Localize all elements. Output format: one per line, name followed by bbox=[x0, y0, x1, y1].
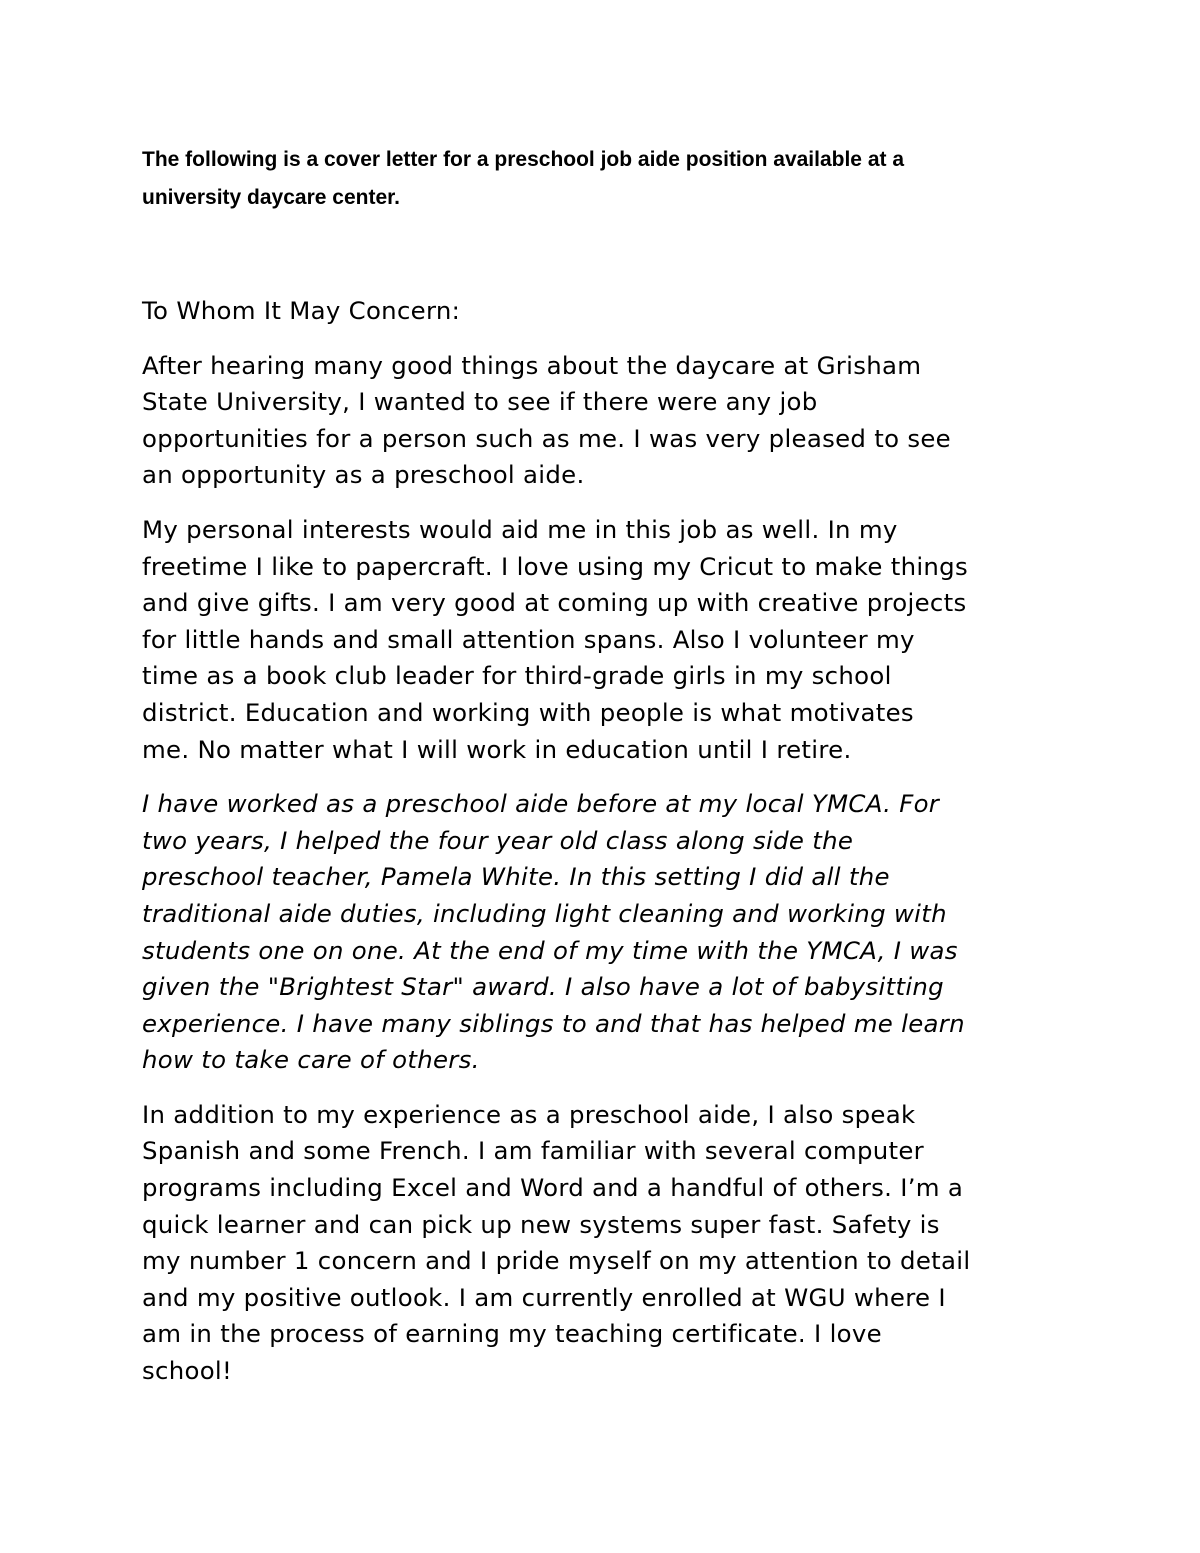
paragraph-line: and give gifts. I am very good at coming up with creative projects bbox=[142, 588, 967, 618]
paragraph-line: two years, I helped the four year old class along side the bbox=[142, 825, 854, 855]
paragraph-line: State University, I wanted to see if there were any job bbox=[142, 387, 818, 417]
paragraph-work-experience bbox=[142, 786, 1060, 1079]
paragraph-line: an opportunity as a preschool aide. bbox=[142, 460, 585, 490]
cover-letter-body bbox=[142, 293, 1060, 1408]
paragraph-line: programs including Excel and Word and a handful of others. I’m a bbox=[142, 1173, 964, 1203]
paragraph-line: My personal interests would aid me in this job as well. In my bbox=[142, 514, 898, 544]
paragraph-line: preschool teacher, Pamela White. In this setting I did all the bbox=[142, 862, 890, 892]
paragraph-line: experience. I have many siblings to and that has helped me learn bbox=[142, 1008, 965, 1038]
salutation: To Whom It May Concern: bbox=[142, 296, 461, 325]
paragraph-personal-interests bbox=[142, 512, 1060, 768]
paragraph-line: After hearing many good things about the daycare at Grisham bbox=[142, 350, 922, 380]
paragraph-line: me. No matter what I will work in education until I retire. bbox=[142, 734, 852, 764]
paragraph-line: and my positive outlook. I am currently enrolled at WGU where I bbox=[142, 1282, 946, 1312]
paragraph-line: students one on one. At the end of my time with the YMCA, I was bbox=[142, 935, 958, 965]
paragraph-line: am in the process of earning my teaching certificate. I love bbox=[142, 1319, 882, 1349]
paragraph-line: how to take care of others. bbox=[142, 1045, 480, 1075]
paragraph-line: district. Education and working with people is what motivates bbox=[142, 697, 914, 727]
paragraph-line: quick learner and can pick up new systems super fast. Safety is bbox=[142, 1209, 940, 1239]
intro-note bbox=[142, 141, 1042, 217]
paragraph-line: I have worked as a preschool aide before at my local YMCA. For bbox=[142, 789, 940, 819]
paragraph-additional-skills bbox=[142, 1097, 1060, 1390]
paragraph-line: for little hands and small attention spans. Also I volunteer my bbox=[142, 624, 915, 654]
intro-line: university daycare center. bbox=[142, 186, 400, 209]
paragraph-line: Spanish and some French. I am familiar with several computer bbox=[142, 1136, 924, 1166]
paragraph-line: freetime I like to papercraft. I love using my Cricut to make things bbox=[142, 551, 968, 581]
paragraph-line: my number 1 concern and I pride myself on my attention to detail bbox=[142, 1246, 971, 1276]
paragraph-line: time as a book club leader for third-grade girls in my school bbox=[142, 661, 892, 691]
paragraph-line: opportunities for a person such as me. I was very pleased to see bbox=[142, 423, 951, 453]
paragraph-line: given the "Brightest Star" award. I also have a lot of babysitting bbox=[142, 972, 944, 1002]
intro-line: The following is a cover letter for a preschool job aide position available at a bbox=[142, 148, 905, 171]
paragraph-line: school! bbox=[142, 1356, 233, 1386]
paragraph-line: traditional aide duties, including light cleaning and working with bbox=[142, 898, 947, 928]
paragraph-interest-in-job bbox=[142, 348, 1060, 494]
paragraph-line: In addition to my experience as a preschool aide, I also speak bbox=[142, 1099, 916, 1129]
